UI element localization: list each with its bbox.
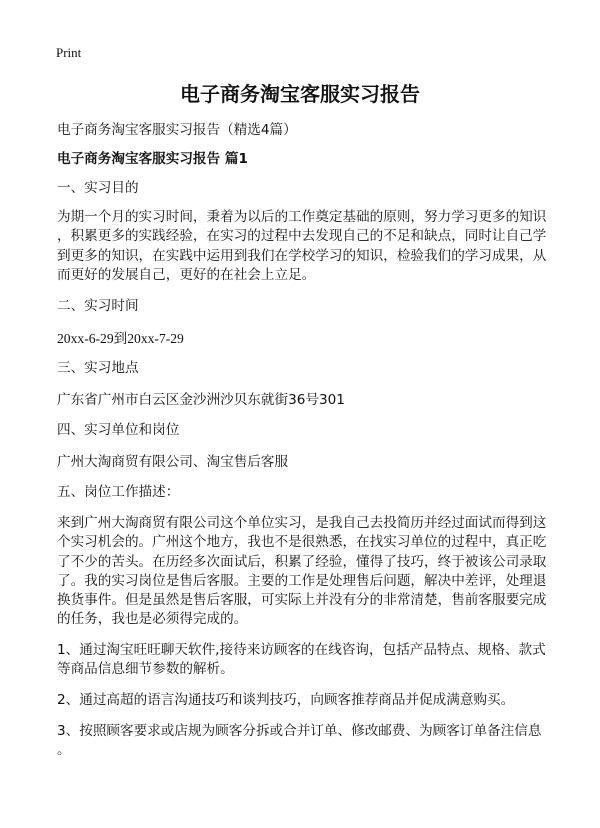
heading-unit: 四、实习单位和岗位 — [57, 422, 180, 438]
section-heading: 电子商务淘宝客服实习报告 篇1 — [57, 151, 248, 167]
text-line: 的任务，我也是必须得完成的。 — [57, 611, 248, 628]
text-line: 为期一个月的实习时间，秉着为以后的工作奠定基础的原则，努力学习更多的知识 — [57, 209, 547, 225]
text-line: 。 — [57, 742, 71, 759]
heading-time: 二、实习时间 — [57, 298, 139, 314]
document-title: 电子商务淘宝客服实习报告 — [180, 82, 420, 106]
text-line: 换货事件。但是虽然是售后客服，可实际上并没有分的非常清楚，售前客服要完成 — [57, 592, 547, 609]
list-item-3 — [57, 722, 541, 761]
text-line: 到更多的知识，在实践中运用到我们在学校学习的知识，检验我们的学习成果，从 — [57, 247, 547, 264]
paragraph-time: 20xx-6-29到20xx-7-29 — [57, 331, 184, 346]
text-line: 个实习机会的。广州这个地方，我也不是很熟悉，在找实习单位的过程中，真正吃 — [57, 534, 547, 551]
text-line: ，积累更多的实践经验，在实习的过程中去发现自己的不足和缺点，同时让自己学 — [57, 228, 547, 245]
document-subtitle: 电子商务淘宝客服实习报告（精选4篇） — [57, 122, 297, 138]
text-line: 而更好的发展自己，更好的在社会上立足。 — [57, 266, 316, 283]
text-line: 3、按照顾客要求或店规为顾客分拆或合并订单、修改邮费、为顾客订单备注信息 — [57, 723, 542, 739]
text-line: 等商品信息细节参数的解析。 — [57, 661, 234, 678]
list-item-2: 2、通过高超的语言沟通技巧和谈判技巧，向顾客推荐商品并促成满意购买。 — [57, 692, 515, 708]
heading-purpose: 一、实习目的 — [57, 180, 139, 196]
heading-job-description: 五、岗位工作描述： — [57, 484, 180, 500]
text-line: 来到广州大淘商贸有限公司这个单位实习，是我自己去投简历并经过面试而得到这 — [57, 515, 547, 531]
print-link[interactable]: Print — [56, 45, 82, 60]
text-line: 了。我的实习岗位是售后客服。主要的工作是处理售后问题，解决中差评，处理退 — [57, 572, 547, 589]
text-line: 1、通过淘宝旺旺聊天软件,接待来访顾客的在线咨询，包括产品特点、规格、款式 — [57, 642, 546, 658]
list-item-1 — [57, 641, 546, 680]
paragraph-location: 广东省广州市白云区金沙洲沙贝东就街36号301 — [57, 392, 345, 408]
paragraph-unit: 广州大淘商贸有限公司、淘宝售后客服 — [57, 454, 289, 470]
heading-location: 三、实习地点 — [57, 360, 139, 376]
paragraph-purpose — [57, 208, 546, 285]
text-line: 了不少的苦头。在历经多次面试后，积累了经验，懂得了技巧，终于被该公司录取 — [57, 553, 547, 570]
paragraph-job-description — [57, 514, 546, 630]
